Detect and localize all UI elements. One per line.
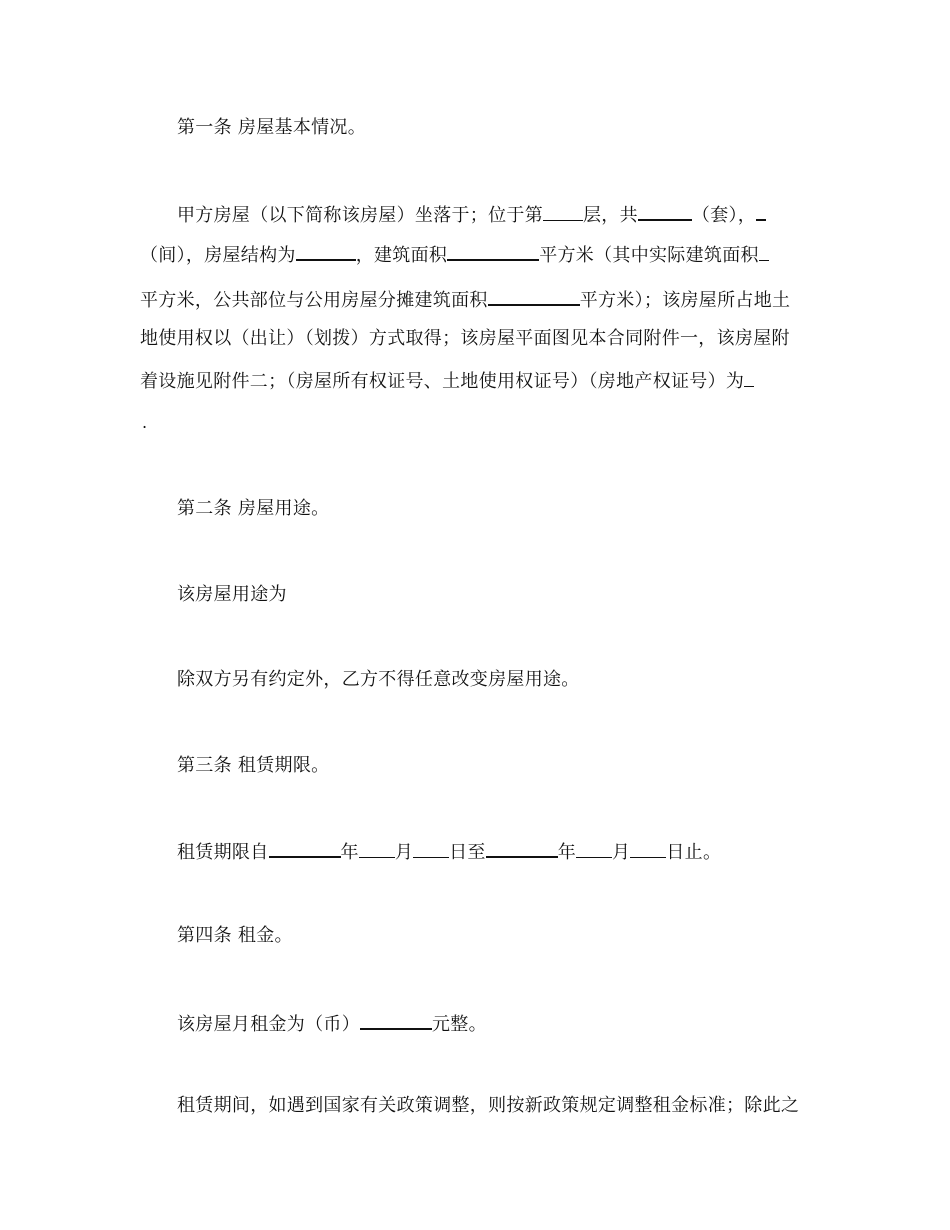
article-3-heading: 第三条 租赁期限。 (177, 755, 330, 776)
text-segment: 月 (394, 842, 414, 863)
text-segment: 平方米）；该房屋所占地土 (579, 290, 791, 311)
article-1-line-1 (177, 201, 766, 228)
total-floors-blank[interactable] (638, 201, 692, 221)
article-1-line-3 (140, 286, 812, 313)
article-4-heading: 第四条 租金。 (177, 925, 293, 946)
certificate-number-blank[interactable] (744, 368, 754, 387)
start-year-blank[interactable] (269, 838, 341, 858)
end-day-blank[interactable] (630, 839, 666, 858)
article-4-monthly-rent (177, 1010, 487, 1037)
text-segment: 着设施见附件二；（房屋所有权证号、土地使用权证号）（房地产权证号）为 (140, 371, 745, 392)
article-2-heading: 第二条 房屋用途。 (177, 498, 330, 519)
text-segment: 平方米（其中实际建筑面积 (539, 245, 759, 266)
actual-area-blank[interactable] (759, 242, 769, 261)
structure-blank[interactable] (296, 241, 356, 261)
article-3-term (177, 838, 721, 865)
text-segment: 年 (340, 842, 359, 863)
article-1-line-2 (140, 241, 812, 268)
text-segment: 层，共 (583, 205, 638, 226)
text-segment: 甲方房屋（以下简称该房屋）坐落于；位于第 (177, 205, 543, 226)
text-segment: 平方米，公共部位与公用房屋分摊建筑面积 (140, 290, 488, 311)
end-month-blank[interactable] (576, 839, 612, 858)
article-1-line-6: . (142, 413, 148, 432)
floor-area-blank[interactable] (447, 241, 539, 261)
article-1-heading: 第一条 房屋基本情况。 (177, 117, 367, 138)
text-segment: 元整。 (432, 1014, 487, 1035)
article-1-line-4: 地使用权以（出让）（划拨）方式取得；该房屋平面图见本合同附件一，该房屋附 (140, 328, 790, 349)
text-segment: 日止。 (666, 842, 722, 863)
start-day-blank[interactable] (413, 839, 449, 858)
text-segment: 年 (557, 842, 577, 863)
rent-amount-blank[interactable] (360, 1010, 432, 1030)
text-segment: ，建筑面积 (355, 245, 448, 266)
article-4-adjustment: 租赁期间，如遇到国家有关政策调整，则按新政策规定调整租金标准；除此之 (177, 1095, 800, 1116)
text-segment: 日至 (449, 842, 486, 863)
article-2-usage: 该房屋用途为 (177, 584, 287, 605)
shared-area-blank[interactable] (488, 286, 580, 306)
text-segment: 租赁期限自 (177, 842, 269, 863)
text-segment: （套）， (691, 205, 757, 226)
text-segment: 月 (612, 842, 631, 863)
unit-count-blank[interactable] (756, 201, 766, 221)
text-segment: 该房屋月租金为（币） (177, 1014, 360, 1035)
article-2-restriction: 除双方另有约定外，乙方不得任意改变房屋用途。 (177, 669, 580, 690)
article-1-line-5 (140, 368, 812, 394)
text-segment: （间），房屋结构为 (140, 245, 296, 266)
floor-blank[interactable] (543, 202, 583, 221)
start-month-blank[interactable] (359, 839, 395, 858)
end-year-blank[interactable] (486, 838, 558, 858)
